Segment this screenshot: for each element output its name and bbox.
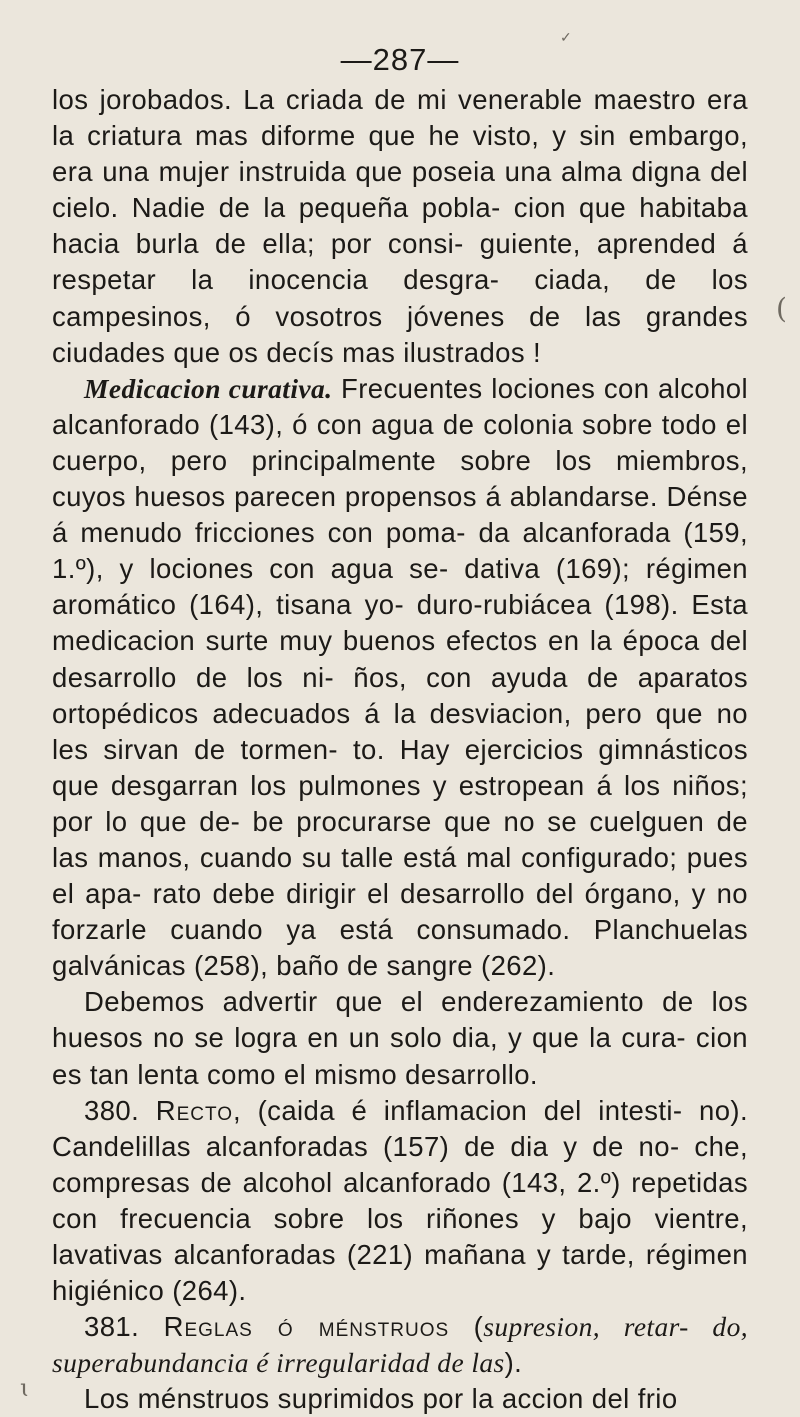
paragraph-6: Los ménstruos suprimidos por la accion del frio [84,1383,678,1415]
corner-mark: ɩ [20,1374,30,1402]
entry-subtitle: supresion, retar- do, superabundancia é irregularidad de las [52,1311,749,1379]
page-number: —287— [340,42,460,77]
paragraph-3: Debemos advertir que el enderezamiento de los huesos no se logra en un solo dia, y que la cura- cion es tan lenta como el mismo desarrollo. [52,986,748,1090]
paragraph-text: Frecuentes lociones con alcohol alcanforado (143), ó con agua de colonia sobre todo el cuerpo, pero principalmente sobre los miembros, cuyos huesos parecen propensos á ablandarse. Dénse á menudo fricciones con poma- da alcanforada (159, 1.º), y lociones con agua se- dativa (169); régimen aromático (164), tisana yo- duro-rubiácea (198). Esta medicacion surte muy buenos efectos en la época del desarrollo de los ni- ños, con ayuda de aparatos ortopédicos adecuados á la desviacion, pero que no les sirvan de tormen- to. Hay ejercicios gimnásticos que desgarran los pulmones y estropean á los niños; por lo que de- be procurarse que no se cuelguen de las manos, cuando su talle está mal configurado; pues el apa- rato debe dirigir el desarrollo del órgano, y no forzarle cuando ya está consumado. Planchuelas galvánicas (258), baño de sangre (262). [52,372,748,982]
paragraph-1: los jorobados. La criada de mi venerable maestro era la criatura mas diforme que he visto, y sin embargo, era una mujer instruida que poseia una alma digna del cielo. Nadie de la pequeña pobla- cion que habitaba hacia burla de ella; por consi- guiente, aprended á respetar la inocencia desgra- ciada, de los campesinos, ó vosotros jóvenes de las grandes ciudades que os decís mas ilustrados ! [52,84,748,368]
entry-380 [52,1093,748,1310]
section-heading: Medicacion curativa. [84,372,333,404]
entry-paren-open: ( [449,1311,484,1343]
entry-text: , (caida é inflamacion del intesti- no). Candelillas alcanforadas (157) de dia y de no- che, compresas de alcohol alcanforado (143, 2.º) repetidas con frecuencia sobre los riñones y bajo vientre, lavativas alcanforadas (221) mañana y tarde, régimen higiénico (264). [52,1094,749,1307]
entry-number: 381. [84,1311,140,1343]
entry-381 [52,1309,748,1381]
body-text [52,82,748,1417]
ink-mark: ✓ [560,30,572,46]
margin-mark: ( [776,292,787,325]
paragraph-medicacion [52,371,748,985]
entry-number: 380. [84,1094,140,1126]
entry-title: Reglas ó ménstruos [163,1311,450,1343]
entry-paren-close: ). [504,1347,523,1379]
entry-title: Recto [155,1094,233,1126]
